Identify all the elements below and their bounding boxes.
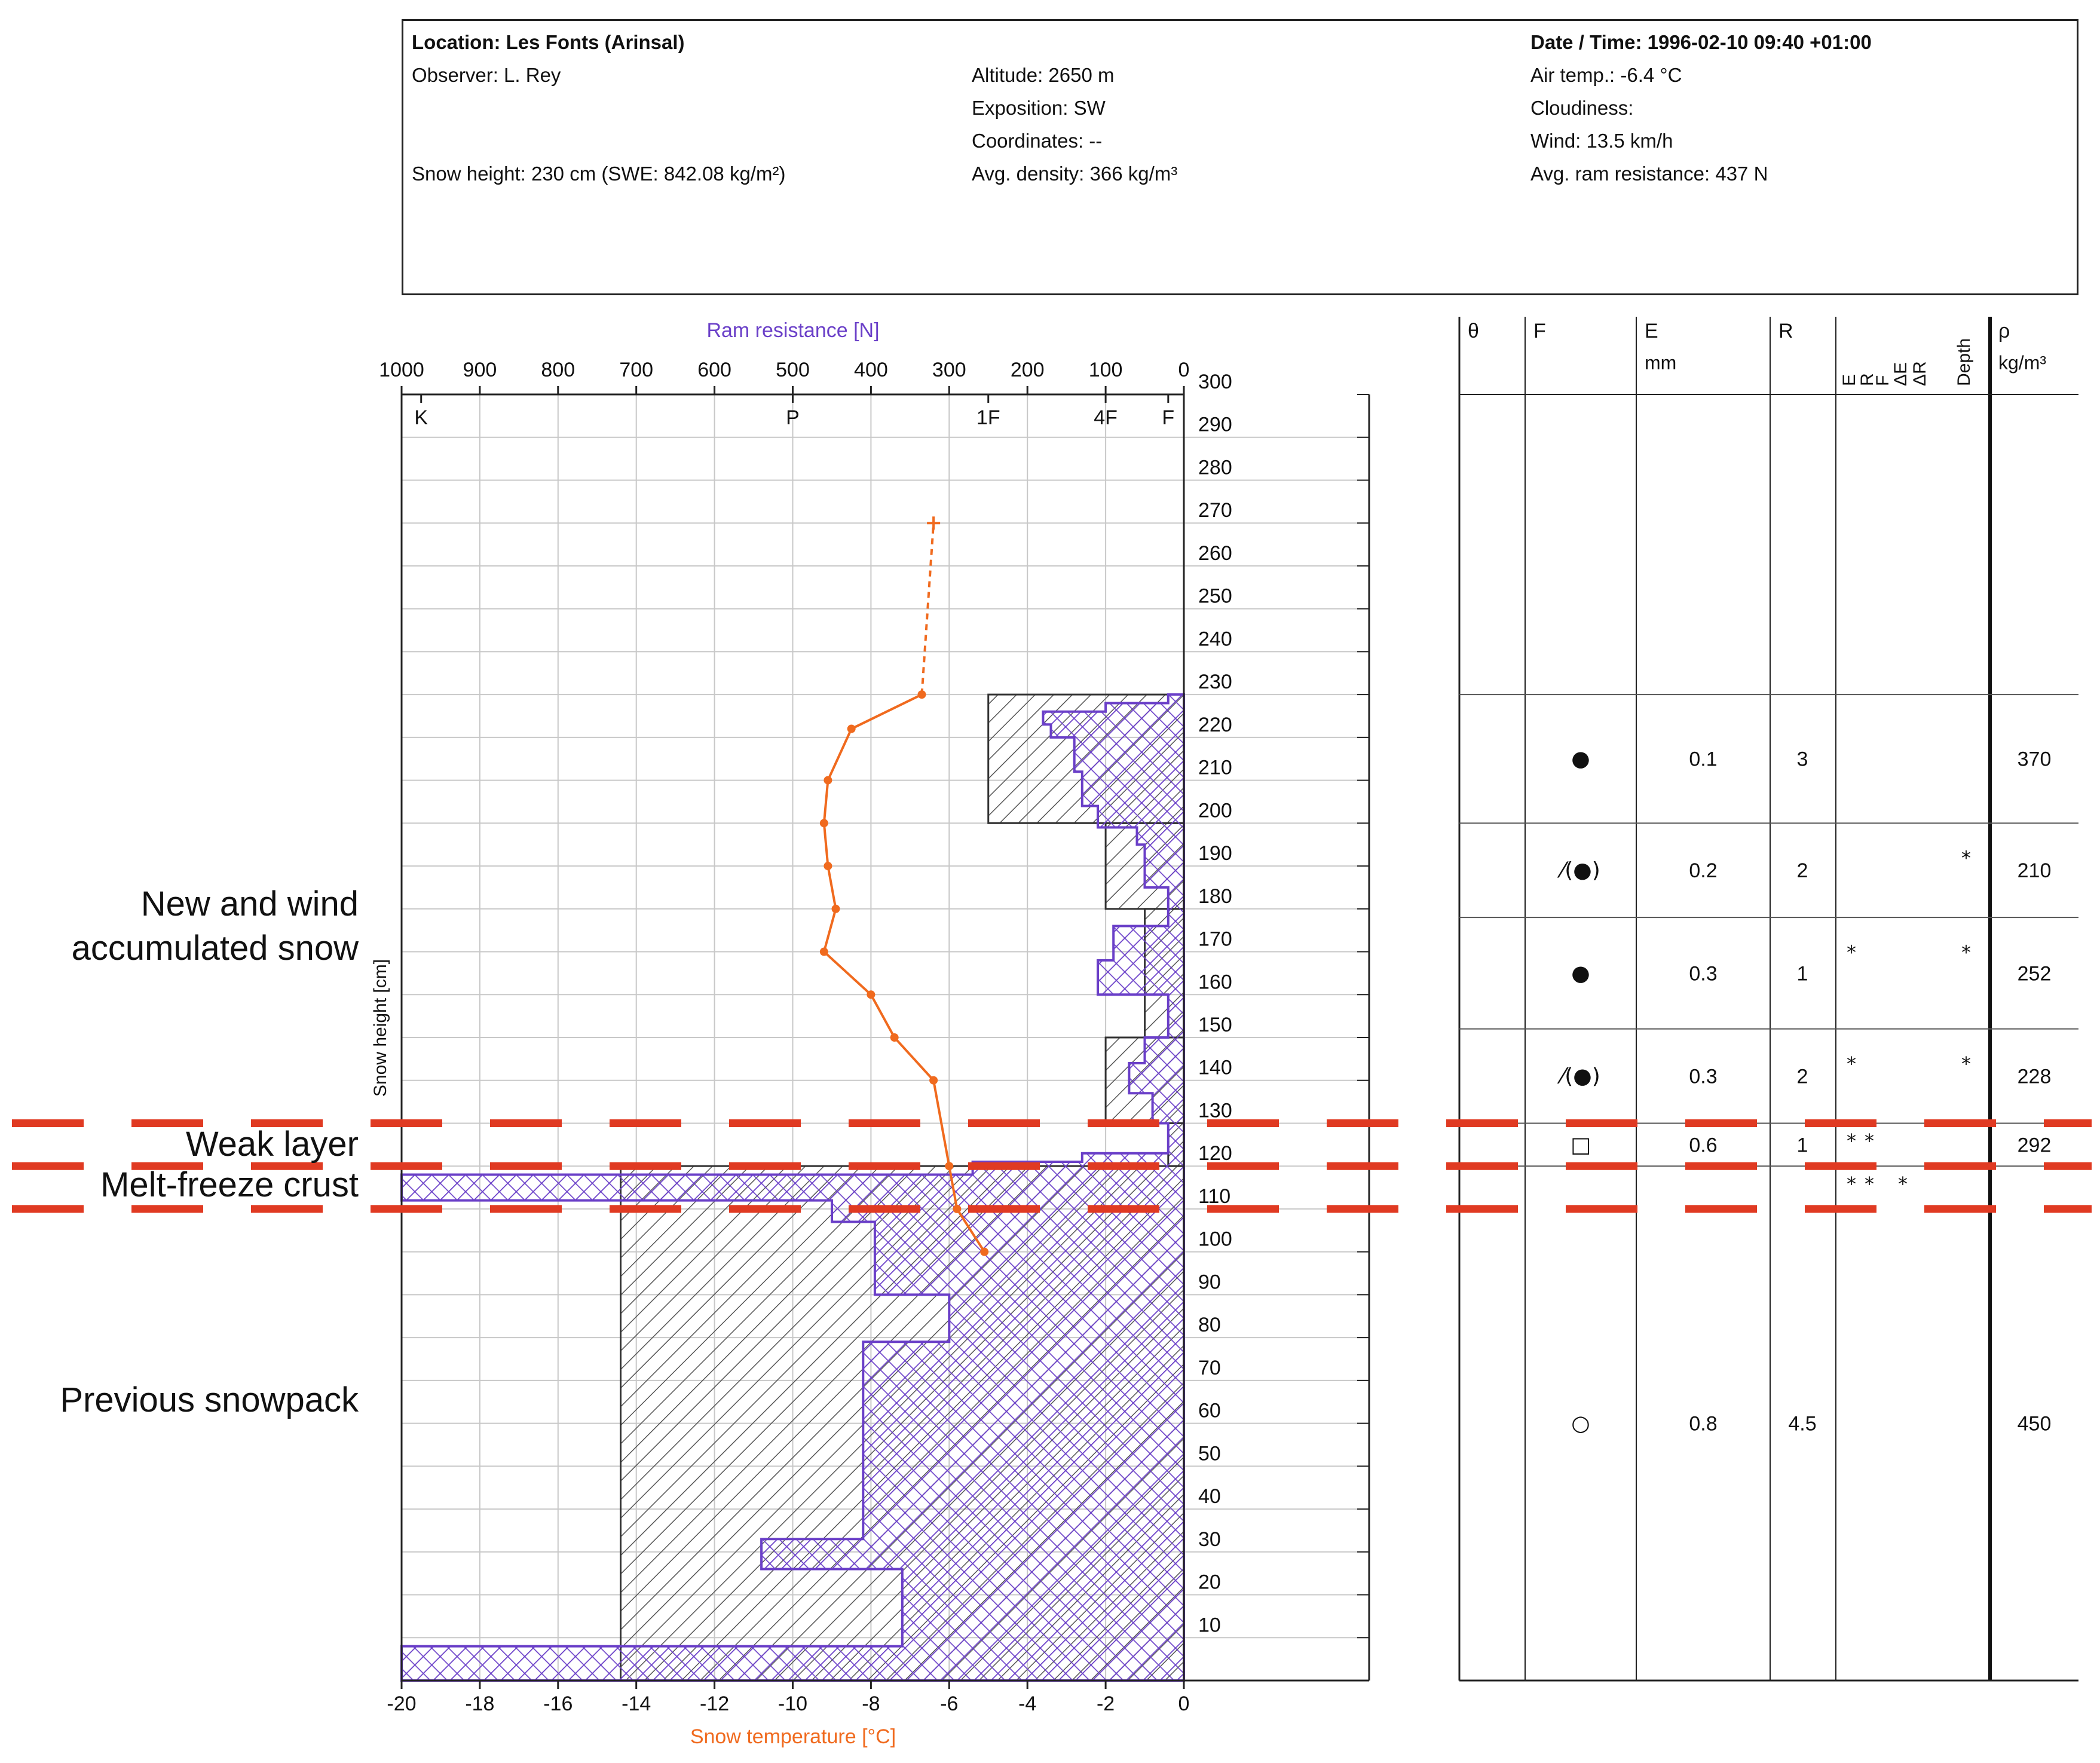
wind-label: Wind: 13.5 km/h [1530, 130, 1673, 152]
stability-asterisk: * [1847, 1052, 1856, 1076]
hand-hardness-label: F [1162, 406, 1175, 429]
temperature-point [867, 990, 875, 999]
hardness-value: 2 [1796, 1065, 1808, 1088]
height-axis-tick-label: 300 [1198, 371, 1232, 393]
height-axis-tick-label: 120 [1198, 1142, 1232, 1165]
height-axis-tick-label: 50 [1198, 1442, 1221, 1465]
grain-size-value: 0.1 [1689, 748, 1718, 771]
hardness-value: 3 [1796, 748, 1808, 771]
grain-size-value: 0.3 [1689, 962, 1718, 985]
temperature-point [820, 819, 828, 827]
table-header-rho: ρ [1998, 320, 2010, 342]
cloudiness-label: Cloudiness: [1530, 97, 1634, 119]
temp-axis-tick-label: 0 [1178, 1692, 1190, 1715]
density-value: 252 [2017, 962, 2052, 985]
ram-axis-tick-label: 300 [932, 359, 966, 381]
height-axis-tick-label: 80 [1198, 1314, 1221, 1337]
density-value: 370 [2017, 748, 2052, 771]
stability-asterisk: * [1847, 1130, 1856, 1153]
ram-axis-tick-label: 400 [854, 359, 888, 381]
annotation-new-snow-line1: New and wind [140, 884, 359, 923]
table-header-unit-rho: kg/m³ [1998, 352, 2046, 374]
height-axis-tick-label: 180 [1198, 884, 1232, 908]
stability-asterisk: * [1847, 1172, 1856, 1195]
stability-asterisk: * [1961, 1052, 1971, 1076]
annotation-previous-snowpack: Previous snowpack [60, 1381, 359, 1419]
height-axis-tick-label: 150 [1198, 1014, 1232, 1036]
height-axis-tick-label: 60 [1198, 1399, 1221, 1422]
ram-axis-tick-label: 100 [1088, 359, 1123, 381]
temp-axis-tick-label: -8 [862, 1692, 880, 1715]
table-header-theta: θ [1468, 320, 1479, 342]
ram-axis-tick-label: 800 [541, 359, 575, 381]
annotation-melt-freeze: Melt-freeze crust [100, 1165, 359, 1204]
air-temperature-marker [927, 516, 940, 529]
temp-axis-tick-label: -14 [622, 1692, 651, 1715]
table-header-F: F [1533, 320, 1546, 342]
grain-form-symbol: ⁄(●) [1561, 858, 1600, 883]
height-axis-tick-label: 270 [1198, 499, 1232, 522]
height-axis-title: Snow height [cm] [371, 959, 390, 1097]
avg-ram-label: Avg. ram resistance: 437 N [1530, 163, 1768, 185]
annotation-new-snow [0, 882, 359, 970]
annotation-weak-layer: Weak layer [185, 1125, 359, 1164]
air-temp-label: Air temp.: -6.4 °C [1530, 64, 1682, 86]
height-axis-tick-label: 100 [1198, 1228, 1232, 1251]
ram-axis-tick-label: 600 [697, 359, 731, 381]
temperature-point [980, 1248, 988, 1256]
coordinates-label: Coordinates: -- [972, 130, 1103, 152]
height-axis-tick-label: 200 [1198, 799, 1232, 822]
grain-form-symbol: ○ [1571, 1411, 1590, 1436]
hardness-value: 4.5 [1788, 1412, 1817, 1436]
temp-axis-tick-label: -6 [940, 1692, 959, 1715]
temp-axis-tick-label: -20 [387, 1692, 417, 1715]
height-axis-tick-label: 140 [1198, 1056, 1232, 1079]
height-axis-tick-label: 10 [1198, 1614, 1221, 1637]
stability-asterisk: * [1865, 1172, 1874, 1195]
hardness-value: 1 [1796, 962, 1808, 985]
grain-form-symbol: ⁄(●) [1561, 1064, 1600, 1089]
grain-form-symbol: ● [1571, 746, 1590, 772]
grain-size-value: 0.2 [1689, 859, 1718, 883]
annotation-new-snow-line2: accumulated snow [71, 928, 359, 968]
height-axis-tick-label: 250 [1198, 584, 1232, 608]
ram-axis-title: Ram resistance [N] [706, 319, 880, 342]
temp-axis-tick-label: -16 [543, 1692, 573, 1715]
grain-form-symbol: □ [1570, 1133, 1591, 1158]
temperature-point [824, 862, 832, 870]
temperature-point [953, 1205, 961, 1213]
stability-asterisk: * [1847, 941, 1856, 964]
temperature-point [820, 948, 828, 956]
ram-axis-tick-label: 500 [776, 359, 810, 381]
exposition-label: Exposition: SW [972, 97, 1106, 119]
ram-axis-tick-label: 900 [463, 359, 497, 381]
height-axis-tick-label: 210 [1198, 756, 1232, 779]
temperature-point [917, 690, 926, 699]
height-axis-tick-label: 280 [1198, 456, 1232, 479]
grain-form-symbol: ● [1571, 961, 1590, 986]
temperature-point [929, 1076, 938, 1085]
table-header-E: E [1645, 320, 1658, 342]
ram-axis-tick-label: 200 [1010, 359, 1045, 381]
density-value: 228 [2017, 1065, 2052, 1088]
avg-density-label: Avg. density: 366 kg/m³ [972, 163, 1178, 185]
temperature-point [945, 1162, 953, 1170]
height-axis-tick-label: 70 [1198, 1356, 1221, 1379]
table-header-stability: ΔE [1891, 362, 1911, 386]
height-axis-tick-label: 110 [1198, 1184, 1231, 1208]
hand-hardness-label: P [786, 406, 800, 429]
table-header-stability: Depth [1954, 338, 1974, 386]
temp-axis-tick-label: -18 [465, 1692, 495, 1715]
observer-label: Observer: L. Rey [412, 64, 561, 86]
height-axis-tick-label: 220 [1198, 713, 1232, 736]
density-value: 210 [2017, 859, 2052, 883]
table-header-stability: F [1873, 375, 1893, 386]
height-axis-tick-label: 90 [1198, 1271, 1221, 1294]
hand-hardness-label: 4F [1094, 406, 1118, 429]
height-axis-tick-label: 190 [1198, 842, 1232, 865]
temperature-point [890, 1033, 899, 1042]
hardness-value: 2 [1796, 859, 1808, 883]
hardness-value: 1 [1796, 1134, 1808, 1157]
temp-axis-tick-label: -12 [700, 1692, 730, 1715]
grain-size-value: 0.3 [1689, 1065, 1718, 1088]
temperature-point [824, 776, 832, 785]
table-header-unit-E: mm [1645, 352, 1677, 374]
stability-asterisk: * [1898, 1172, 1908, 1195]
temperature-point [831, 905, 840, 913]
stability-asterisk: * [1865, 1130, 1874, 1153]
temp-axis-tick-label: -4 [1018, 1692, 1037, 1715]
ram-axis-tick-label: 0 [1178, 359, 1190, 381]
temp-axis-title: Snow temperature [°C] [690, 1725, 896, 1748]
grain-size-value: 0.6 [1689, 1134, 1718, 1157]
height-axis-tick-label: 40 [1198, 1485, 1221, 1508]
hand-hardness-label: 1F [976, 406, 1000, 429]
table-header-stability: ΔR [1910, 361, 1930, 386]
stability-asterisk: * [1961, 846, 1971, 870]
snow-height-label: Snow height: 230 cm (SWE: 842.08 kg/m²) [412, 163, 786, 185]
height-axis-tick-label: 170 [1198, 928, 1232, 951]
datetime-label: Date / Time: 1996-02-10 09:40 +01:00 [1530, 31, 1872, 53]
height-axis-tick-label: 130 [1198, 1099, 1232, 1122]
height-axis-tick-label: 260 [1198, 541, 1232, 565]
altitude-label: Altitude: 2650 m [972, 64, 1115, 86]
height-axis-tick-label: 230 [1198, 671, 1232, 694]
height-axis-tick-label: 240 [1198, 628, 1232, 651]
location-label: Location: Les Fonts (Arinsal) [412, 31, 685, 53]
height-axis-tick-label: 290 [1198, 413, 1232, 436]
ram-axis-tick-label: 700 [619, 359, 654, 381]
grain-size-value: 0.8 [1689, 1412, 1718, 1436]
table-header-stability: R [1857, 373, 1877, 386]
temperature-point [847, 725, 856, 733]
temp-axis-tick-label: -10 [777, 1692, 808, 1715]
height-axis-tick-label: 160 [1198, 971, 1232, 994]
density-value: 292 [2017, 1134, 2052, 1157]
table-header-stability: E [1839, 374, 1859, 386]
temp-axis-tick-label: -2 [1096, 1692, 1115, 1715]
density-value: 450 [2017, 1412, 2052, 1436]
hand-hardness-label: K [414, 406, 428, 429]
table-header-R: R [1778, 320, 1793, 342]
ram-axis-tick-label: 1000 [379, 359, 424, 381]
stability-asterisk: * [1961, 941, 1971, 964]
height-axis-tick-label: 20 [1198, 1571, 1221, 1594]
height-axis-tick-label: 30 [1198, 1528, 1221, 1551]
